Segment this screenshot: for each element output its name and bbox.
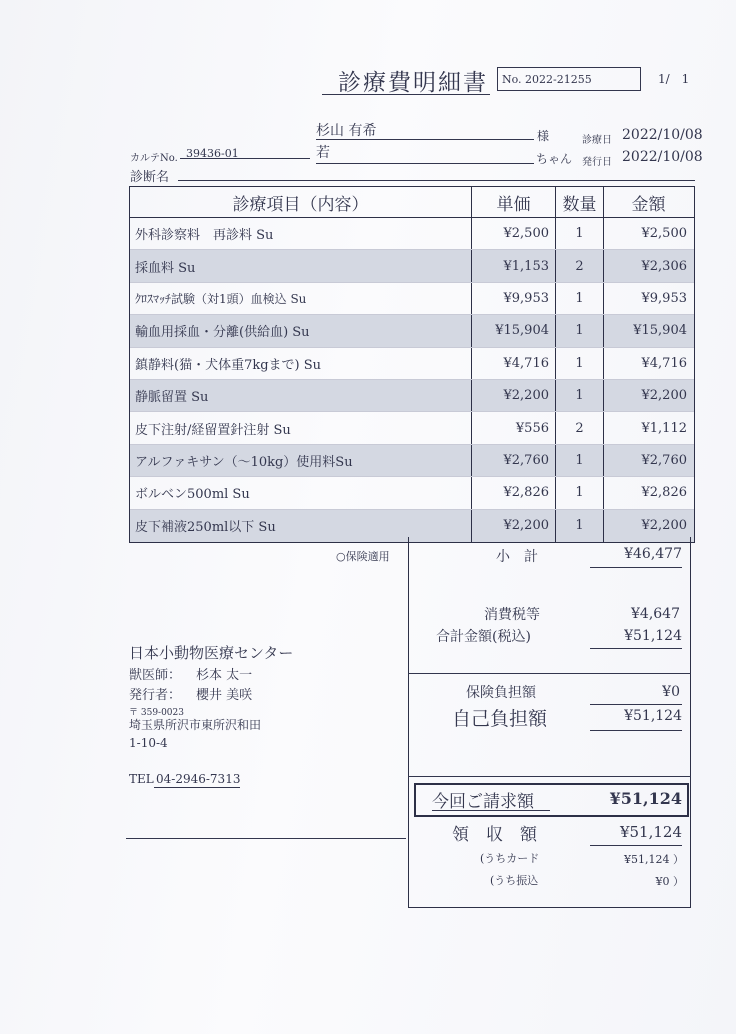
postal-code: 〒 359-0023 xyxy=(129,708,184,718)
insurance-value: ¥0 xyxy=(662,684,680,700)
signature-line xyxy=(126,838,406,839)
card-label: (うちカード xyxy=(480,852,540,865)
insurance-note: ○保険適用 xyxy=(336,550,390,563)
tel-underline xyxy=(154,787,240,788)
row-item: 採血料 Su xyxy=(130,250,472,281)
table-row xyxy=(130,445,694,477)
clinic-address-2: 1-10-4 xyxy=(129,736,168,750)
received-underline xyxy=(590,845,682,846)
table-row xyxy=(130,218,694,250)
row-amount: ¥2,500 xyxy=(641,226,687,242)
row-item: 輸血用採血・分離(供給血) Su xyxy=(130,315,472,346)
row-amount: ¥2,200 xyxy=(641,388,687,404)
pet-suffix: ちゃん xyxy=(536,152,573,166)
row-item: 鎮静料(猫・犬体重7kgまで) Su xyxy=(130,348,472,379)
card-value: ¥51,124 ） xyxy=(624,853,684,866)
row-quantity: 1 xyxy=(556,218,604,249)
vet-label: 獣医師： xyxy=(129,668,182,683)
subtotal-value: ¥46,477 xyxy=(624,546,682,562)
tel-label: TEL xyxy=(129,772,154,786)
row-item: 静脈留置 Su xyxy=(130,380,472,411)
header-item: 診療項目（内容） xyxy=(130,187,472,217)
header-unit-price: 単価 xyxy=(472,187,556,217)
pet-name: 若 xyxy=(316,145,330,161)
billing-underline xyxy=(432,810,550,811)
received-value: ¥51,124 xyxy=(619,823,682,841)
row-unit-price: ¥2,200 xyxy=(472,510,556,542)
billing-label: 今回ご請求額 xyxy=(432,792,534,812)
row-unit-price: ¥556 xyxy=(472,412,556,443)
page-number: 1/ 1 xyxy=(658,72,690,86)
document-number: No. 2022-21255 xyxy=(497,67,641,91)
subtotal-underline xyxy=(590,567,682,568)
clinic-address: 埼玉県所沢市東所沢和田 xyxy=(129,718,262,732)
received-label: 領 収 額 xyxy=(452,825,537,845)
diagnosis-label: 診断名 xyxy=(130,170,170,185)
row-quantity: 1 xyxy=(556,315,604,346)
billing-value: ¥51,124 xyxy=(609,789,682,808)
row-unit-price: ¥9,953 xyxy=(472,283,556,314)
karte-number: 39436-01 xyxy=(186,147,239,160)
owner-underline xyxy=(316,139,534,140)
subtotal-label: 小 計 xyxy=(496,549,538,565)
row-quantity: 2 xyxy=(556,412,604,443)
summary-divider-1 xyxy=(408,673,691,674)
table-row xyxy=(130,315,694,347)
row-amount: ¥2,200 xyxy=(641,518,687,534)
issuer-name: 櫻井 美咲 xyxy=(196,688,253,703)
total-underline xyxy=(590,648,682,649)
items-table xyxy=(129,186,695,543)
issue-date: 2022/10/08 xyxy=(622,149,703,165)
insurance-label: 保険負担額 xyxy=(466,685,536,701)
row-amount: ¥2,306 xyxy=(641,258,687,274)
row-amount: ¥9,953 xyxy=(641,290,687,306)
table-row xyxy=(130,477,694,509)
transfer-label: (うち振込 xyxy=(490,874,539,887)
pet-underline xyxy=(316,163,534,164)
vet-name: 杉本 太一 xyxy=(196,668,253,683)
row-amount: ¥4,716 xyxy=(641,355,687,371)
row-quantity: 1 xyxy=(556,477,604,508)
row-amount: ¥2,826 xyxy=(641,485,687,501)
total-label: 合計金額(税込) xyxy=(436,629,531,645)
row-quantity: 2 xyxy=(556,250,604,281)
karte-label: カルテNo. xyxy=(130,153,178,164)
table-row xyxy=(130,380,694,412)
row-item: 皮下補液250ml以下 Su xyxy=(130,510,472,542)
insurance-underline xyxy=(590,704,682,705)
row-quantity: 1 xyxy=(556,283,604,314)
issue-date-label: 発行日 xyxy=(582,157,612,168)
tax-value: ¥4,647 xyxy=(631,606,680,622)
total-value: ¥51,124 xyxy=(624,628,682,644)
tax-label: 消費税等 xyxy=(484,607,540,623)
document-title: 診療費明細書 xyxy=(338,70,488,96)
title-underline xyxy=(322,94,490,95)
table-header xyxy=(130,187,694,218)
table-row xyxy=(130,348,694,380)
table-row xyxy=(130,412,694,444)
visit-date-label: 診療日 xyxy=(582,135,612,146)
row-item: ｸﾛｽﾏｯﾁ試験（対1頭）血検込 Su xyxy=(130,283,472,314)
row-unit-price: ¥1,153 xyxy=(472,250,556,281)
row-unit-price: ¥2,760 xyxy=(472,445,556,476)
table-row xyxy=(130,250,694,282)
row-item: ボルベン500ml Su xyxy=(130,477,472,508)
row-unit-price: ¥2,500 xyxy=(472,218,556,249)
transfer-value: ¥0 ） xyxy=(655,875,684,888)
karte-underline xyxy=(180,158,310,159)
clinic-name: 日本小動物医療センター xyxy=(129,644,294,662)
row-amount: ¥15,904 xyxy=(633,323,687,339)
self-pay-value: ¥51,124 xyxy=(624,708,682,724)
row-quantity: 1 xyxy=(556,348,604,379)
summary-divider-2 xyxy=(408,776,691,777)
self-pay-label: 自己負担額 xyxy=(452,708,548,730)
row-amount: ¥1,112 xyxy=(641,420,687,436)
visit-date: 2022/10/08 xyxy=(622,127,703,143)
row-unit-price: ¥15,904 xyxy=(472,315,556,346)
row-quantity: 1 xyxy=(556,380,604,411)
row-unit-price: ¥2,826 xyxy=(472,477,556,508)
owner-name: 杉山 有希 xyxy=(316,123,377,139)
row-item: 外科診察料 再診料 Su xyxy=(130,218,472,249)
issuer-label: 発行者： xyxy=(129,688,182,703)
self-pay-underline xyxy=(590,730,682,731)
table-row xyxy=(130,283,694,315)
header-quantity: 数量 xyxy=(556,187,604,217)
row-unit-price: ¥4,716 xyxy=(472,348,556,379)
tel-number: 04-2946-7313 xyxy=(156,772,241,786)
row-item: 皮下注射/経留置針注射 Su xyxy=(130,412,472,443)
row-unit-price: ¥2,200 xyxy=(472,380,556,411)
row-quantity: 1 xyxy=(556,445,604,476)
row-quantity: 1 xyxy=(556,510,604,542)
diagnosis-underline xyxy=(178,180,695,181)
row-amount: ¥2,760 xyxy=(641,452,687,468)
owner-suffix: 様 xyxy=(537,129,550,143)
row-item: アルファキサン（〜10kg）使用料Su xyxy=(130,445,472,476)
header-amount: 金額 xyxy=(631,194,666,215)
